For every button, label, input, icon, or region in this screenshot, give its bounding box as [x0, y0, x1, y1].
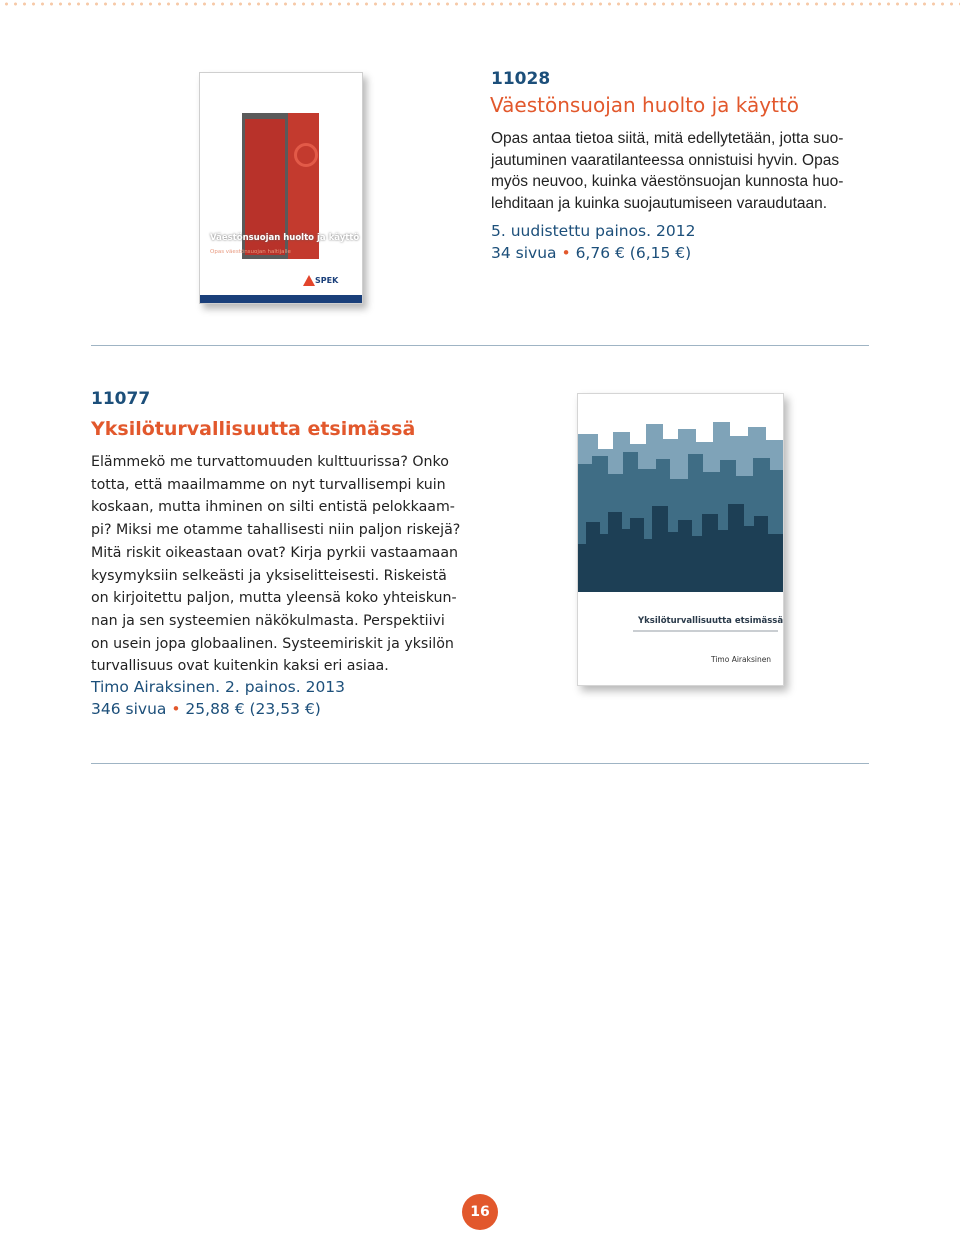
cover-title: Yksilöturvallisuutta etsimässä [638, 616, 784, 626]
product-title: Yksilöturvallisuutta etsimässä [91, 418, 416, 440]
book-cover-yksiloturvallisuus [577, 393, 784, 686]
cover-publisher: SPEK [315, 276, 339, 285]
page-number: 16 [462, 1194, 498, 1230]
skyline-illustration [578, 394, 783, 685]
product-code: 11077 [91, 389, 151, 409]
product-description: Elämmekö me turvattomuuden kulttuurissa? Onko totta, että maailmamme on nyt turvallisempi kuin koskaan, mutta ihminen on silti entistä pelokkaam- pi? Miksi me otamme tahallisesti niin paljon riskejä? Mitä riskit oikeastaan ovat? Kirja pyrkii vastaamaan kysymyksiin selkeästi ja yksiselitteisesti. Riskeistä on kirjoitettu paljon, mutta yleensä koko yhteiskun- nan ja sen systeemien näkökulmasta. Perspektiivi on usein jopa globaalinen. Systeemiriskit ja yksilön turvallisuus ovat kuitenkin kaksi eri asiaa. [91, 454, 461, 675]
cover-title: Väestönsuojan huolto ja käyttö [210, 233, 360, 243]
spek-logo-icon [303, 275, 315, 286]
product-title: Väestönsuojan huolto ja käyttö [490, 93, 800, 117]
top-dotted-border [0, 0, 960, 8]
pages-price: 346 sivua • 25,88 € (23,53 €) [91, 700, 321, 718]
bullet-icon: • [171, 700, 181, 718]
cover-subtitle: Opas väestönsuojan haltijalle [210, 249, 291, 255]
edition-info: 5. uudistettu painos. 2012 [491, 222, 696, 240]
pages-price: 34 sivua • 6,76 € (6,15 €) [491, 244, 692, 262]
cover-bottom-bar [200, 295, 362, 303]
cover-author: Timo Airaksinen [711, 655, 772, 664]
author-edition: Timo Airaksinen. 2. painos. 2013 [91, 678, 346, 696]
product-code: 11028 [491, 69, 551, 89]
divider [91, 763, 869, 764]
product-description: Opas antaa tietoa siitä, mitä edellytetään, jotta suo- jautuminen vaaratilanteessa onnistuisi hyvin. Opas myös neuvoo, kuinka väestönsuojan kunnosta huo- lehditaan ja kuinka suojautumiseen varaudutaan. [491, 130, 844, 212]
bullet-icon: • [561, 244, 571, 262]
divider [91, 345, 869, 346]
book-cover-vaestonsuoja [199, 72, 363, 304]
